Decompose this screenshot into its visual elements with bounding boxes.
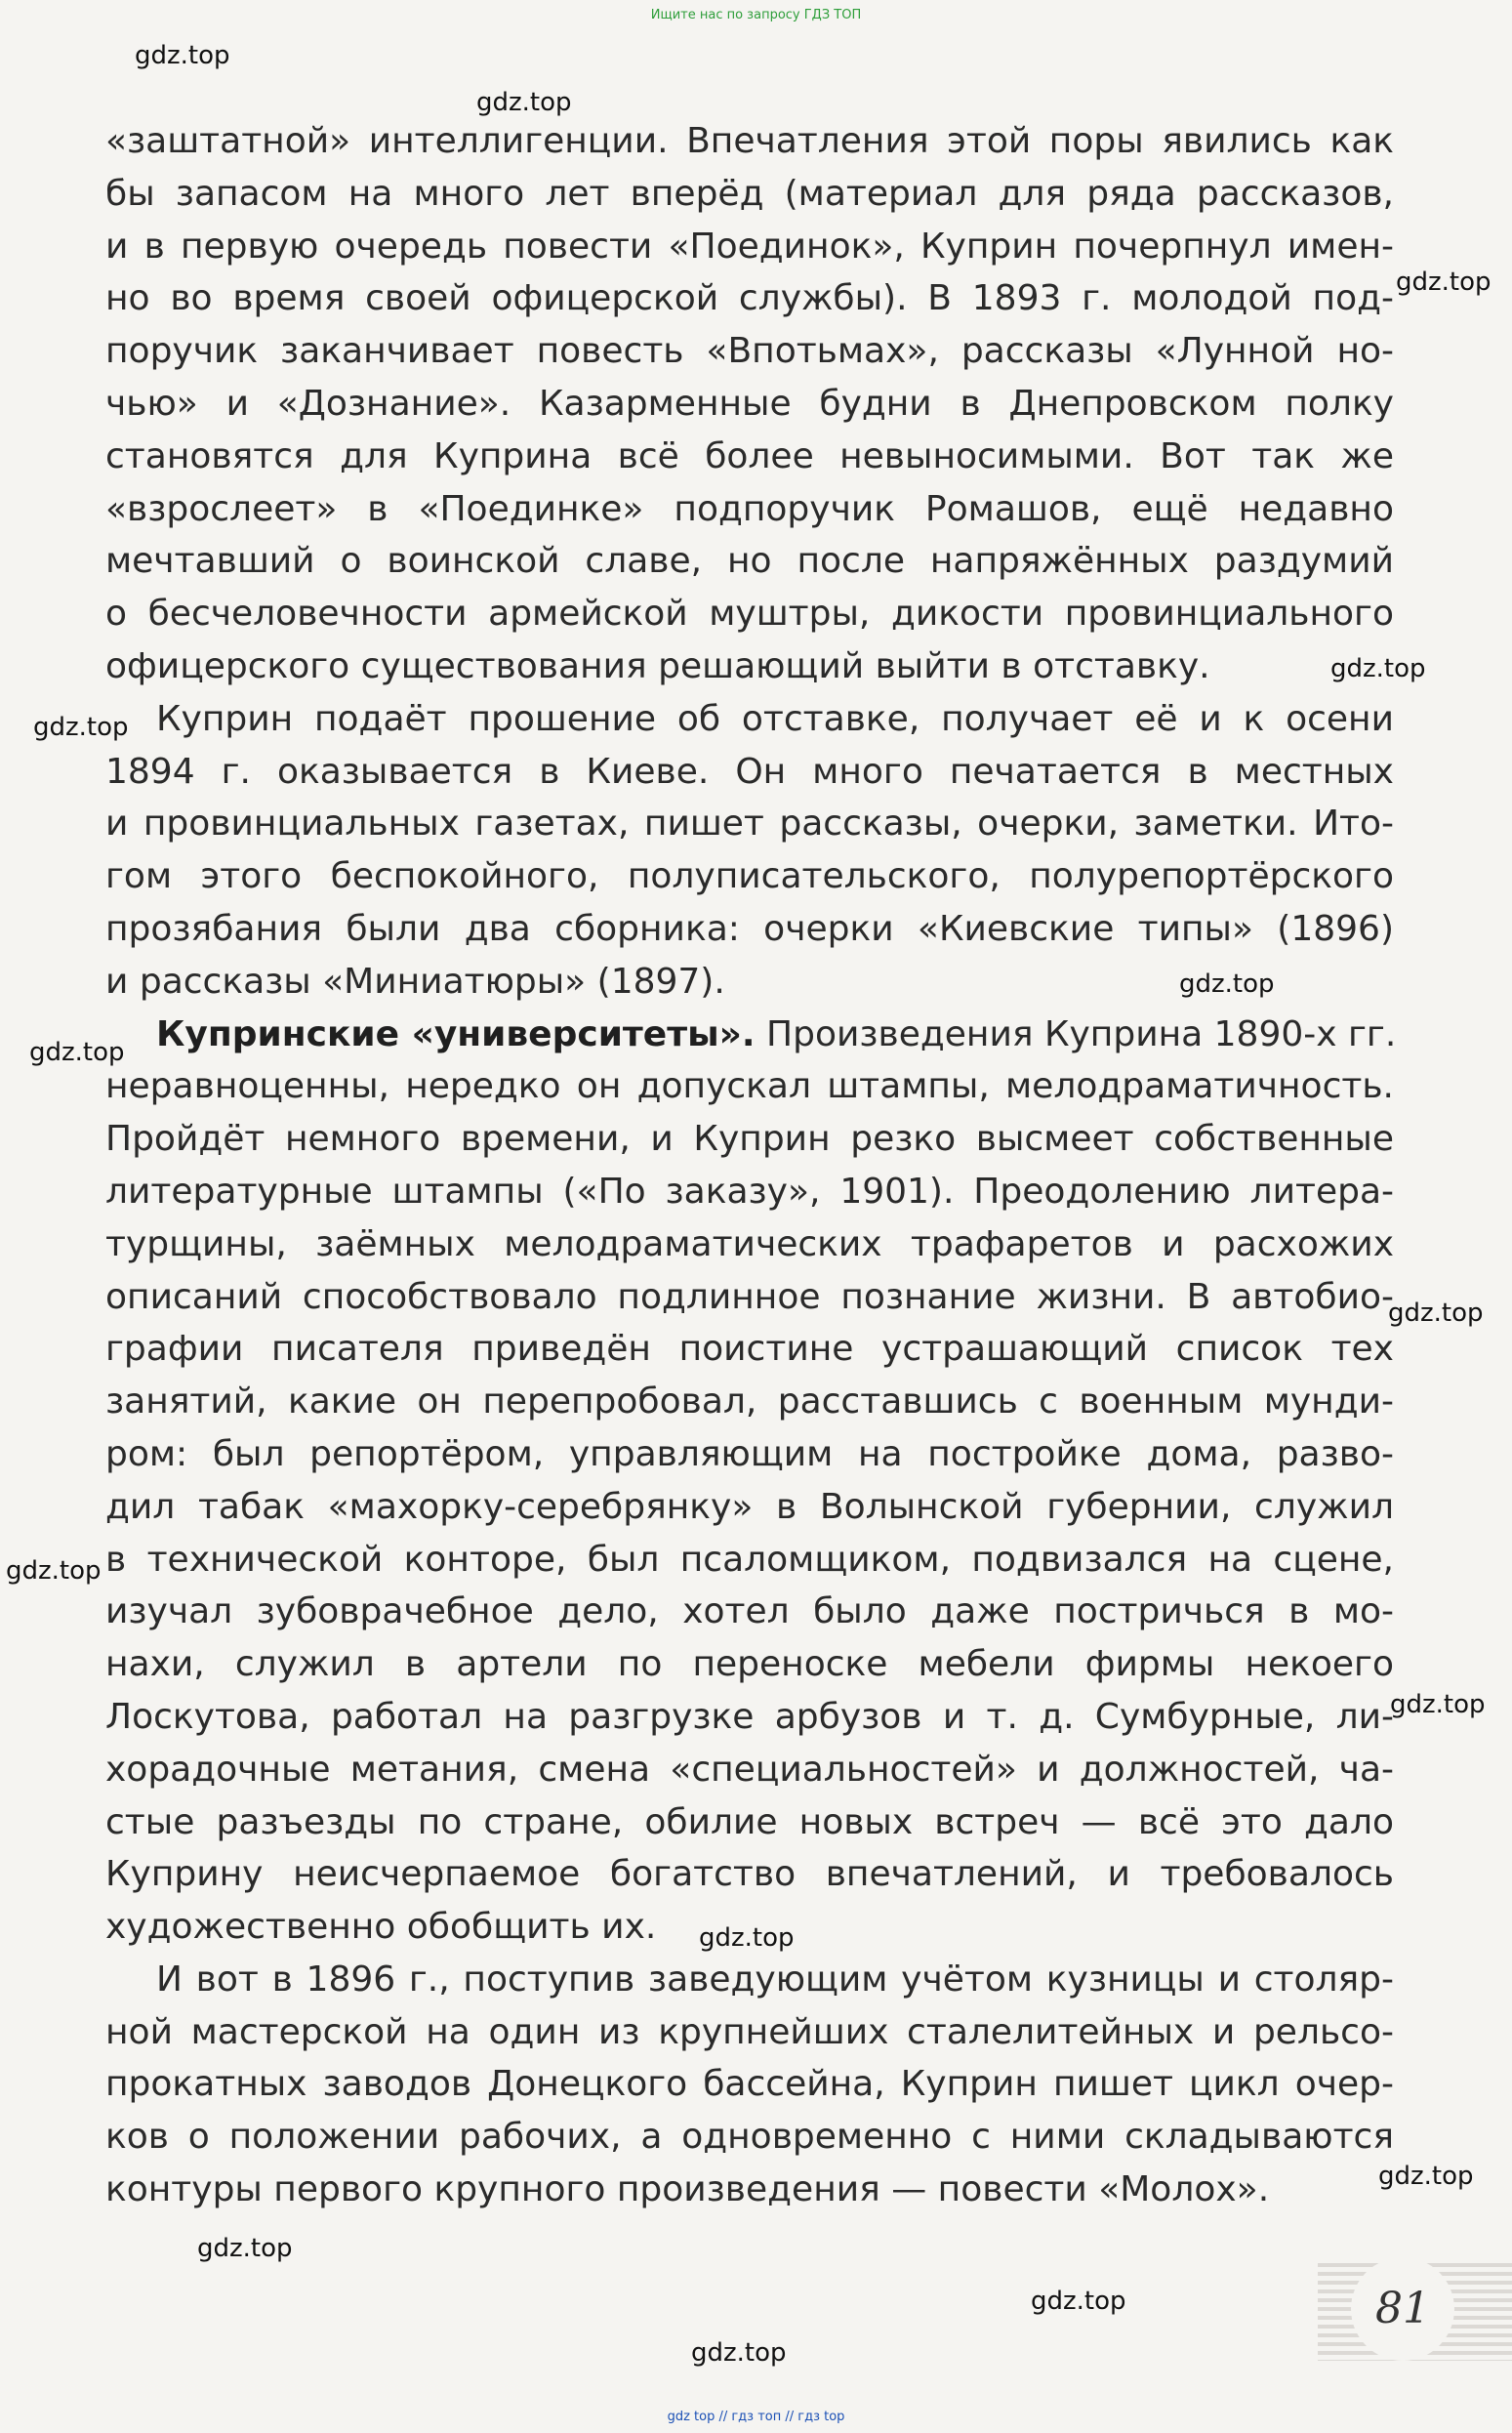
text-line: «взрослеет» в «Поединке» подпоручик Ромашов, ещё недавно — [105, 488, 1394, 529]
watermark: gdz.top — [29, 1038, 125, 1067]
text-line: ков о положении рабочих, а одновременно с ними складываются — [105, 2117, 1394, 2158]
text-line: поручик заканчивает повесть «Впотьмах», рассказы «Лунной но- — [105, 331, 1394, 372]
text-line: мечтавший о воинской славе, но после напряжённых раздумий — [105, 541, 1394, 582]
body-text — [105, 115, 1397, 2216]
text-line: «заштатной» интеллигенции. Впечатления этой поры явились как — [105, 121, 1394, 161]
text-line: бы запасом на много лет вперёд (материал для ряда рассказов, — [105, 173, 1394, 214]
watermark: gdz.top — [1378, 2162, 1474, 2191]
watermark: gdz.top — [476, 88, 572, 117]
text-line: описаний способствовало подлинное познание жизни. В автобио- — [105, 1276, 1394, 1317]
text-line: чью» и «Дознание». Казарменные будни в Днепровском полку — [105, 383, 1394, 424]
top-banner[interactable]: Ищите нас по запросу ГДЗ ТОП — [650, 8, 862, 22]
watermark: gdz.top — [1390, 1690, 1486, 1719]
watermark: gdz.top — [135, 41, 230, 70]
text-line: гом этого беспокойного, полуписательского, полурепортёрского — [105, 856, 1394, 897]
text-line: ной мастерской на один из крупнейших сталелитейных и рельсо- — [105, 2011, 1394, 2052]
watermark: gdz.top — [1396, 268, 1492, 297]
text-line — [105, 1009, 1397, 1061]
text-line: контуры первого крупного произведения — повести «Молох». — [105, 2169, 1270, 2210]
text-line: Куприну неисчерпаемое богатство впечатлений, и требовалось — [105, 1854, 1394, 1895]
text-line: нахи, служил в артели по переноске мебели фирмы некоего — [105, 1644, 1394, 1685]
text-line: и провинциальных газетах, пишет рассказы, очерки, заметки. Ито- — [105, 804, 1394, 845]
text-line: изучал зубоврачебное дело, хотел было даже постричься в мо- — [105, 1591, 1394, 1632]
watermark: gdz.top — [6, 1556, 102, 1586]
text-line: графии писателя приведён поистине устрашающий список тех — [105, 1329, 1394, 1370]
text-line: турщины, заёмных мелодраматических трафаретов и расхожих — [105, 1223, 1394, 1264]
bottom-banner[interactable]: gdz top // гдз топ // гдз top — [667, 2410, 845, 2424]
text-line: литературные штампы («По заказу», 1901). Преодолению литера- — [105, 1171, 1394, 1212]
text-line: но во время своей офицерской службы). В 1893 г. молодой под- — [105, 278, 1394, 319]
text-line: хорадочные метания, смена «специальностей» и должностей, ча- — [105, 1749, 1394, 1790]
text-line: Куприн подаёт прошение об отставке, получает её и к осени — [156, 698, 1394, 739]
text-line: прозябания были два сборника: очерки «Киевские типы» (1896) — [105, 908, 1394, 949]
text-line: стые разъезды по стране, обилие новых встреч — всё это дало — [105, 1801, 1394, 1842]
text-line: о бесчеловечности армейской муштры, дикости провинциального — [105, 594, 1394, 635]
watermark: gdz.top — [1031, 2287, 1126, 2316]
watermark: gdz.top — [691, 2338, 787, 2368]
page-number: 81 — [1375, 2284, 1430, 2333]
watermark: gdz.top — [33, 713, 129, 742]
text-span: Произведения Куприна 1890-х гг. — [755, 1013, 1397, 1054]
text-line: Лоскутова, работал на разгрузке арбузов и т. д. Сумбурные, ли- — [105, 1696, 1394, 1737]
watermark: gdz.top — [1388, 1299, 1484, 1328]
text-line: и рассказы «Миниатюры» (1897). — [105, 961, 725, 1002]
section-heading: Купринские «университеты». — [156, 1013, 756, 1054]
text-line: офицерского существования решающий выйти в отставку. — [105, 645, 1210, 686]
text-line: художественно обобщить их. — [105, 1907, 657, 1948]
text-line: 1894 г. оказывается в Киеве. Он много печатается в местных — [105, 751, 1394, 792]
text-line: Пройдёт немного времени, и Куприн резко высмеет собственные — [105, 1119, 1394, 1160]
text-line: дил табак «махорку-серебрянку» в Волынской губернии, служил — [105, 1486, 1394, 1527]
text-line: и в первую очередь повести «Поединок», Куприн почерпнул имен- — [105, 226, 1394, 267]
text-line: неравноценны, нередко он допускал штампы, мелодраматичность. — [105, 1066, 1394, 1107]
text-line: И вот в 1896 г., поступив заведующим учётом кузницы и столяр- — [156, 1959, 1394, 2000]
text-line: становятся для Куприна всё более невыносимыми. Вот так же — [105, 435, 1394, 476]
watermark: gdz.top — [699, 1923, 795, 1953]
watermark: gdz.top — [1330, 654, 1426, 683]
text-line: занятий, какие он перепробовал, расставшись с военным мунди- — [105, 1381, 1394, 1423]
watermark: gdz.top — [197, 2234, 293, 2263]
watermark: gdz.top — [1179, 969, 1275, 999]
text-line: прокатных заводов Донецкого бассейна, Куприн пишет цикл очер- — [105, 2064, 1394, 2105]
text-line: ром: был репортёром, управляющим на постройке дома, разво- — [105, 1433, 1394, 1474]
text-line: в технической конторе, был псаломщиком, подвизался на сцене, — [105, 1539, 1394, 1580]
